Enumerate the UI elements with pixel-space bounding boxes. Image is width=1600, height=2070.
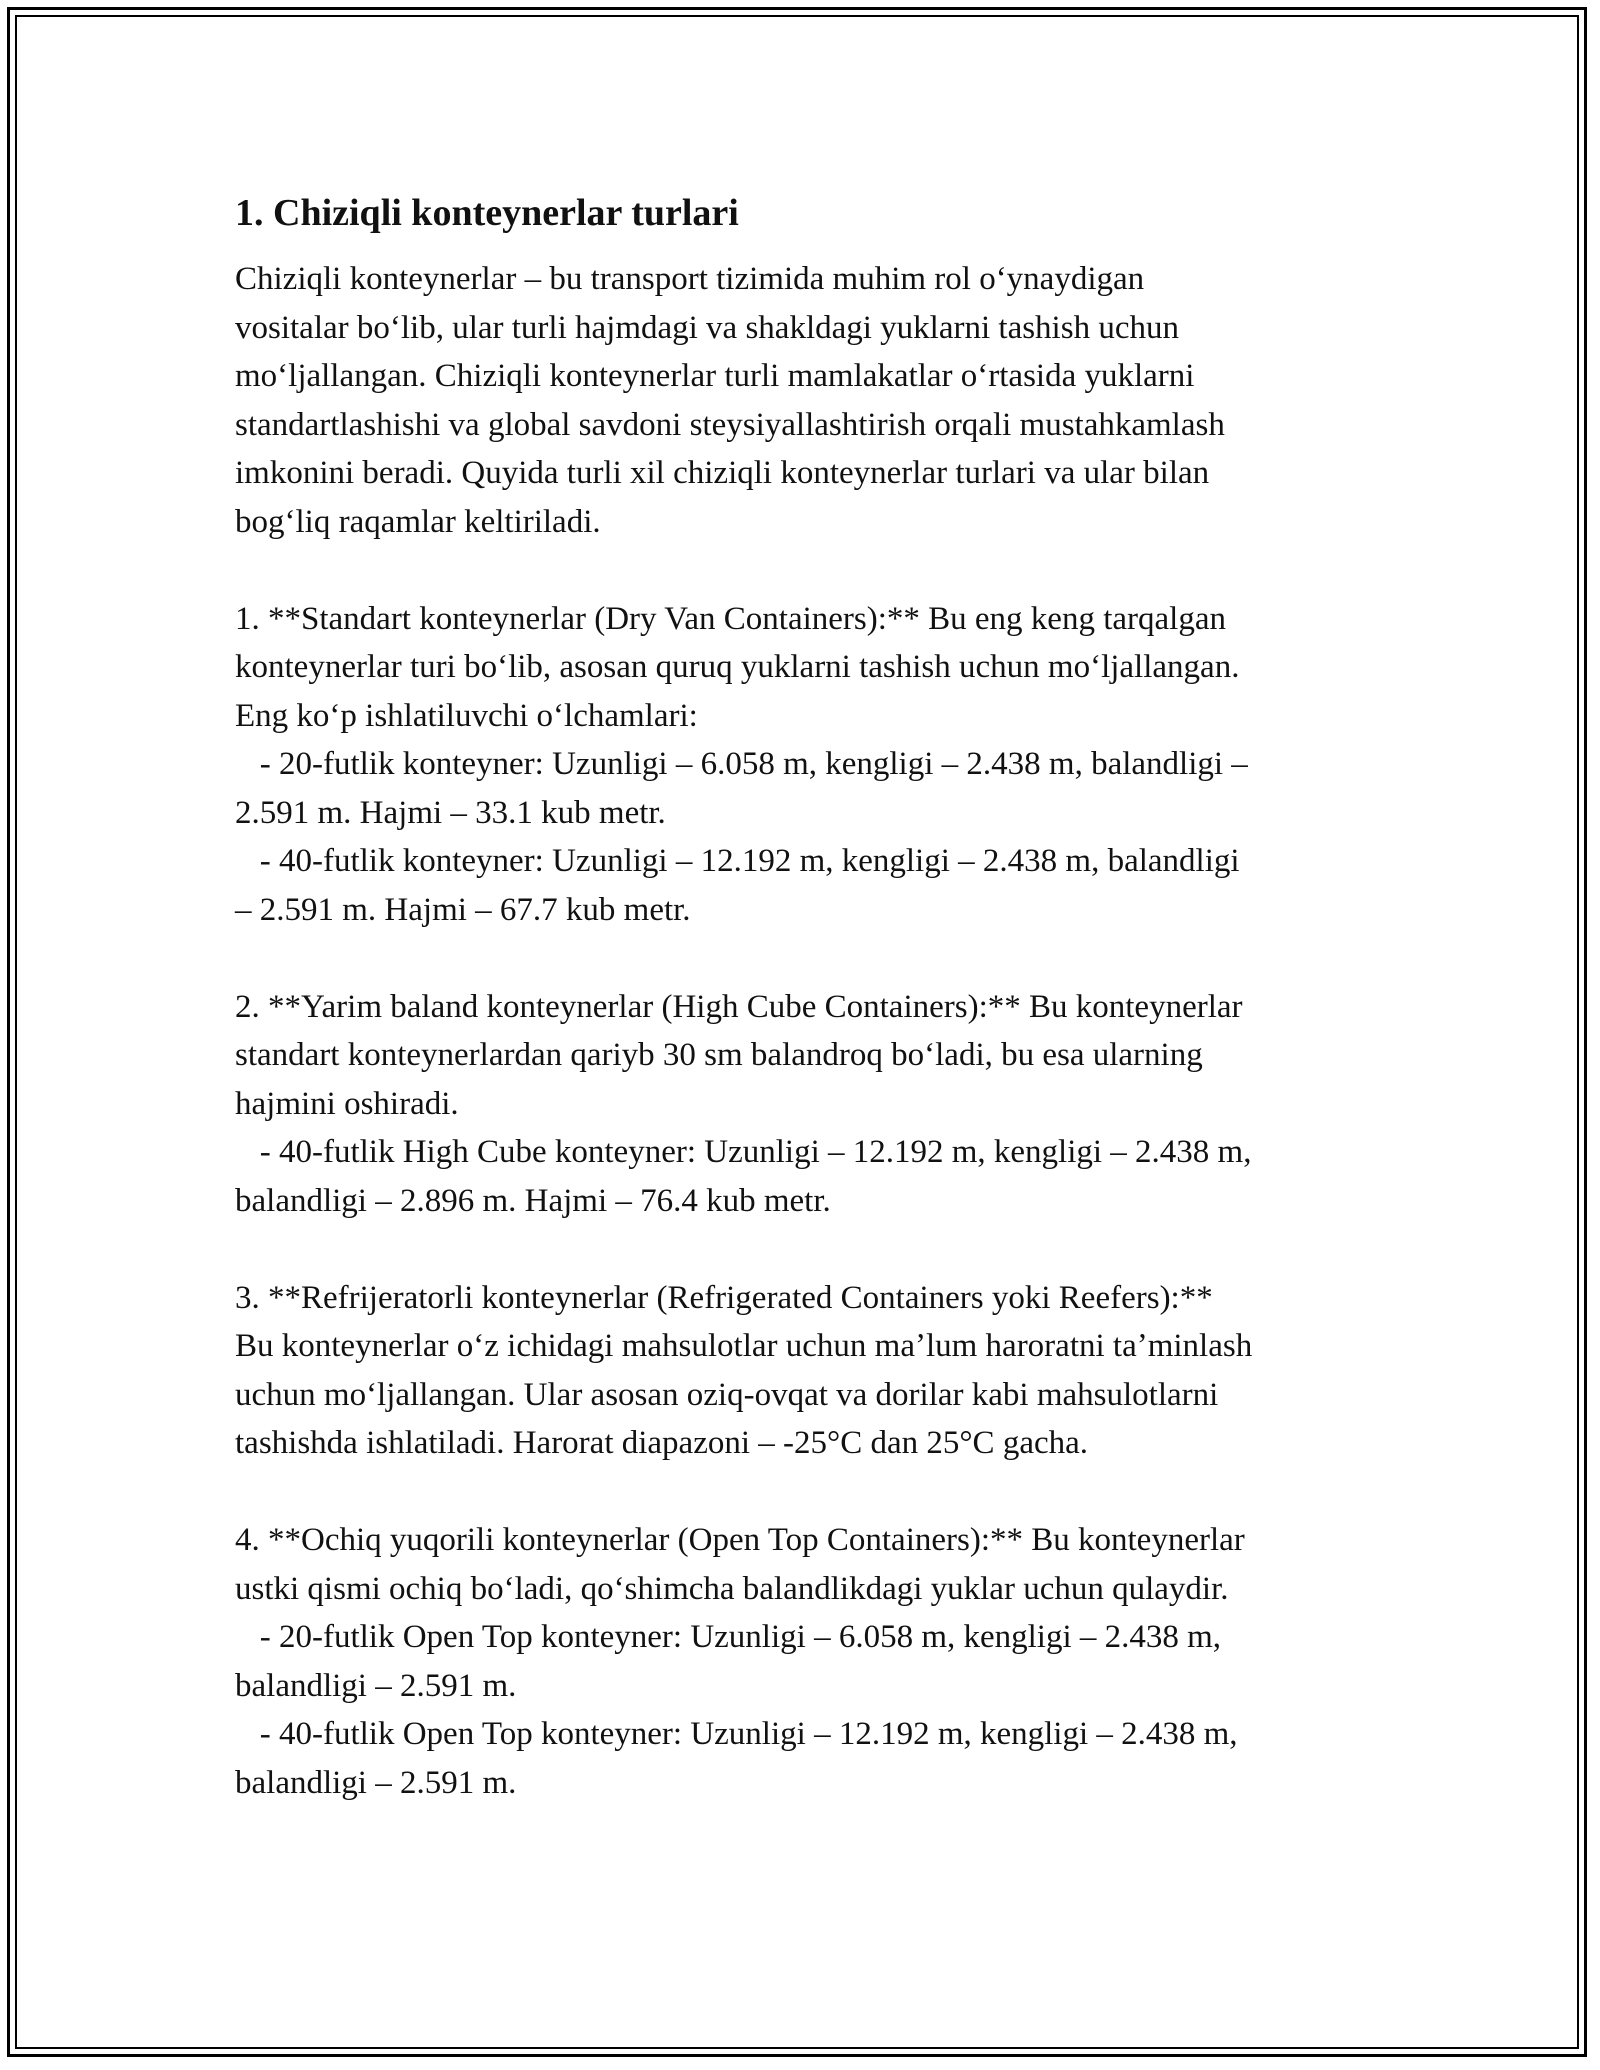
section-line: uchun moʻljallangan. Ular asosan oziq-ovqat va dorilar kabi mahsulotlarni bbox=[235, 1376, 1219, 1413]
paragraph-spacer bbox=[235, 546, 1375, 595]
intro-paragraph bbox=[235, 255, 1375, 546]
section-line: standart konteynerlardan qariyb 30 sm balandroq boʻladi, bu esa ularning bbox=[235, 1037, 1203, 1073]
section-dry-van bbox=[235, 595, 1375, 935]
intro-line: Chiziqli konteynerlar – bu transport tizimida muhim rol oʻynaydigan bbox=[235, 261, 1145, 297]
paragraph-spacer bbox=[235, 1468, 1375, 1517]
section-reefers bbox=[235, 1274, 1375, 1468]
intro-line: vositalar boʻlib, ular turli hajmdagi va shakldagi yuklarni tashish uchun bbox=[235, 309, 1179, 346]
section-line: - 40-futlik konteyner: Uzunligi – 12.192 m, kengligi – 2.438 m, balandligi bbox=[235, 843, 1240, 879]
section-line: balandligi – 2.591 m. bbox=[235, 1764, 517, 1801]
paragraph-spacer bbox=[235, 934, 1375, 983]
section-line: - 40-futlik Open Top konteyner: Uzunligi – 12.192 m, kengligi – 2.438 m, bbox=[235, 1716, 1238, 1752]
section-line: konteynerlar turi boʻlib, asosan quruq yuklarni tashish uchun moʻljallangan. bbox=[235, 649, 1240, 685]
section-open-top bbox=[235, 1516, 1375, 1807]
section-line: hajmini oshiradi. bbox=[235, 1085, 459, 1122]
section-line: Eng koʻp ishlatiluvchi oʻlchamlari: bbox=[235, 697, 698, 734]
section-line: - 40-futlik High Cube konteyner: Uzunligi – 12.192 m, kengligi – 2.438 m, bbox=[235, 1134, 1252, 1170]
section-line: 2. **Yarim baland konteynerlar (High Cube Containers):** Bu konteynerlar bbox=[235, 988, 1243, 1025]
document-title: 1. Chiziqli konteynerlar turlari bbox=[235, 192, 739, 234]
intro-line: imkonini beradi. Quyida turli xil chiziqli konteynerlar turlari va ular bilan bbox=[235, 455, 1210, 491]
section-line: ustki qismi ochiq boʻladi, qoʻshimcha balandlikdagi yuklar uchun qulaydir. bbox=[235, 1570, 1229, 1607]
section-line: - 20-futlik Open Top konteyner: Uzunligi – 6.058 m, kengligi – 2.438 m, bbox=[235, 1619, 1222, 1655]
paragraph-spacer bbox=[235, 1225, 1375, 1274]
section-line: 4. **Ochiq yuqorili konteynerlar (Open Top Containers):** Bu konteynerlar bbox=[235, 1522, 1245, 1558]
section-line: balandligi – 2.591 m. bbox=[235, 1667, 517, 1704]
section-line: 2.591 m. Hajmi – 33.1 kub metr. bbox=[235, 794, 666, 831]
intro-line: standartlashishi va global savdoni steysiyallashtirish orqali mustahkamlash bbox=[235, 406, 1225, 443]
intro-line: bogʻliq raqamlar keltiriladi. bbox=[235, 503, 601, 540]
intro-line: moʻljallangan. Chiziqli konteynerlar turli mamlakatlar oʻrtasida yuklarni bbox=[235, 358, 1195, 394]
section-line: 3. **Refrijeratorli konteynerlar (Refrigerated Containers yoki Reefers):** bbox=[235, 1279, 1213, 1316]
section-line: – 2.591 m. Hajmi – 67.7 kub metr. bbox=[235, 891, 691, 928]
section-line: 1. **Standart konteynerlar (Dry Van Containers):** Bu eng keng tarqalgan bbox=[235, 600, 1226, 637]
section-line: - 20-futlik konteyner: Uzunligi – 6.058 m, kengligi – 2.438 m, balandligi – bbox=[235, 746, 1248, 782]
section-high-cube bbox=[235, 983, 1375, 1226]
section-line: balandligi – 2.896 m. Hajmi – 76.4 kub metr. bbox=[235, 1182, 831, 1219]
section-line: Bu konteynerlar oʻz ichidagi mahsulotlar uchun maʼlum haroratni taʼminlash bbox=[235, 1328, 1253, 1364]
section-line: tashishda ishlatiladi. Harorat diapazoni – -25°C dan 25°C gacha. bbox=[235, 1425, 1089, 1461]
document-body bbox=[235, 185, 1375, 1807]
